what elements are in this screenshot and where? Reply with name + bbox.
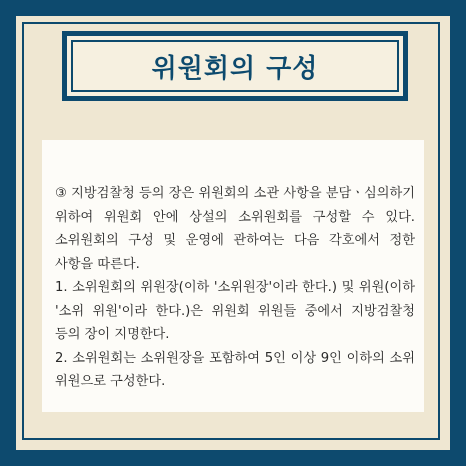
content-card <box>42 140 424 412</box>
title-banner <box>62 31 408 101</box>
title-banner-mid <box>67 36 403 96</box>
title-banner-inner <box>71 40 399 92</box>
paragraph-item-1: 1. 소위원회의 위원장(이하 '소위원장'이라 한다.) 및 위원(이하 '소위 위원'이라 한다.)은 위원회 위원들 중에서 지방검찰청 등의 장이 지명한다. <box>55 280 415 342</box>
page-title: 위원회의 구성 <box>151 53 319 84</box>
content-text <box>55 182 415 394</box>
paragraph-item-2: 2. 소위원회는 소위원장을 포함하여 5인 이상 9인 이하의 소위 위원으로 구성한다. <box>55 350 415 389</box>
paragraph-clause-3: ③ 지방검찰청 등의 장은 위원회의 소관 사항을 분담ㆍ심의하기 위하여 위원회 안에 상설의 소위원회를 구성할 수 있다. 소위원회의 구성 및 운영에 관하여는 다음 각호에서 정한 사항을 따른다. <box>55 186 415 272</box>
